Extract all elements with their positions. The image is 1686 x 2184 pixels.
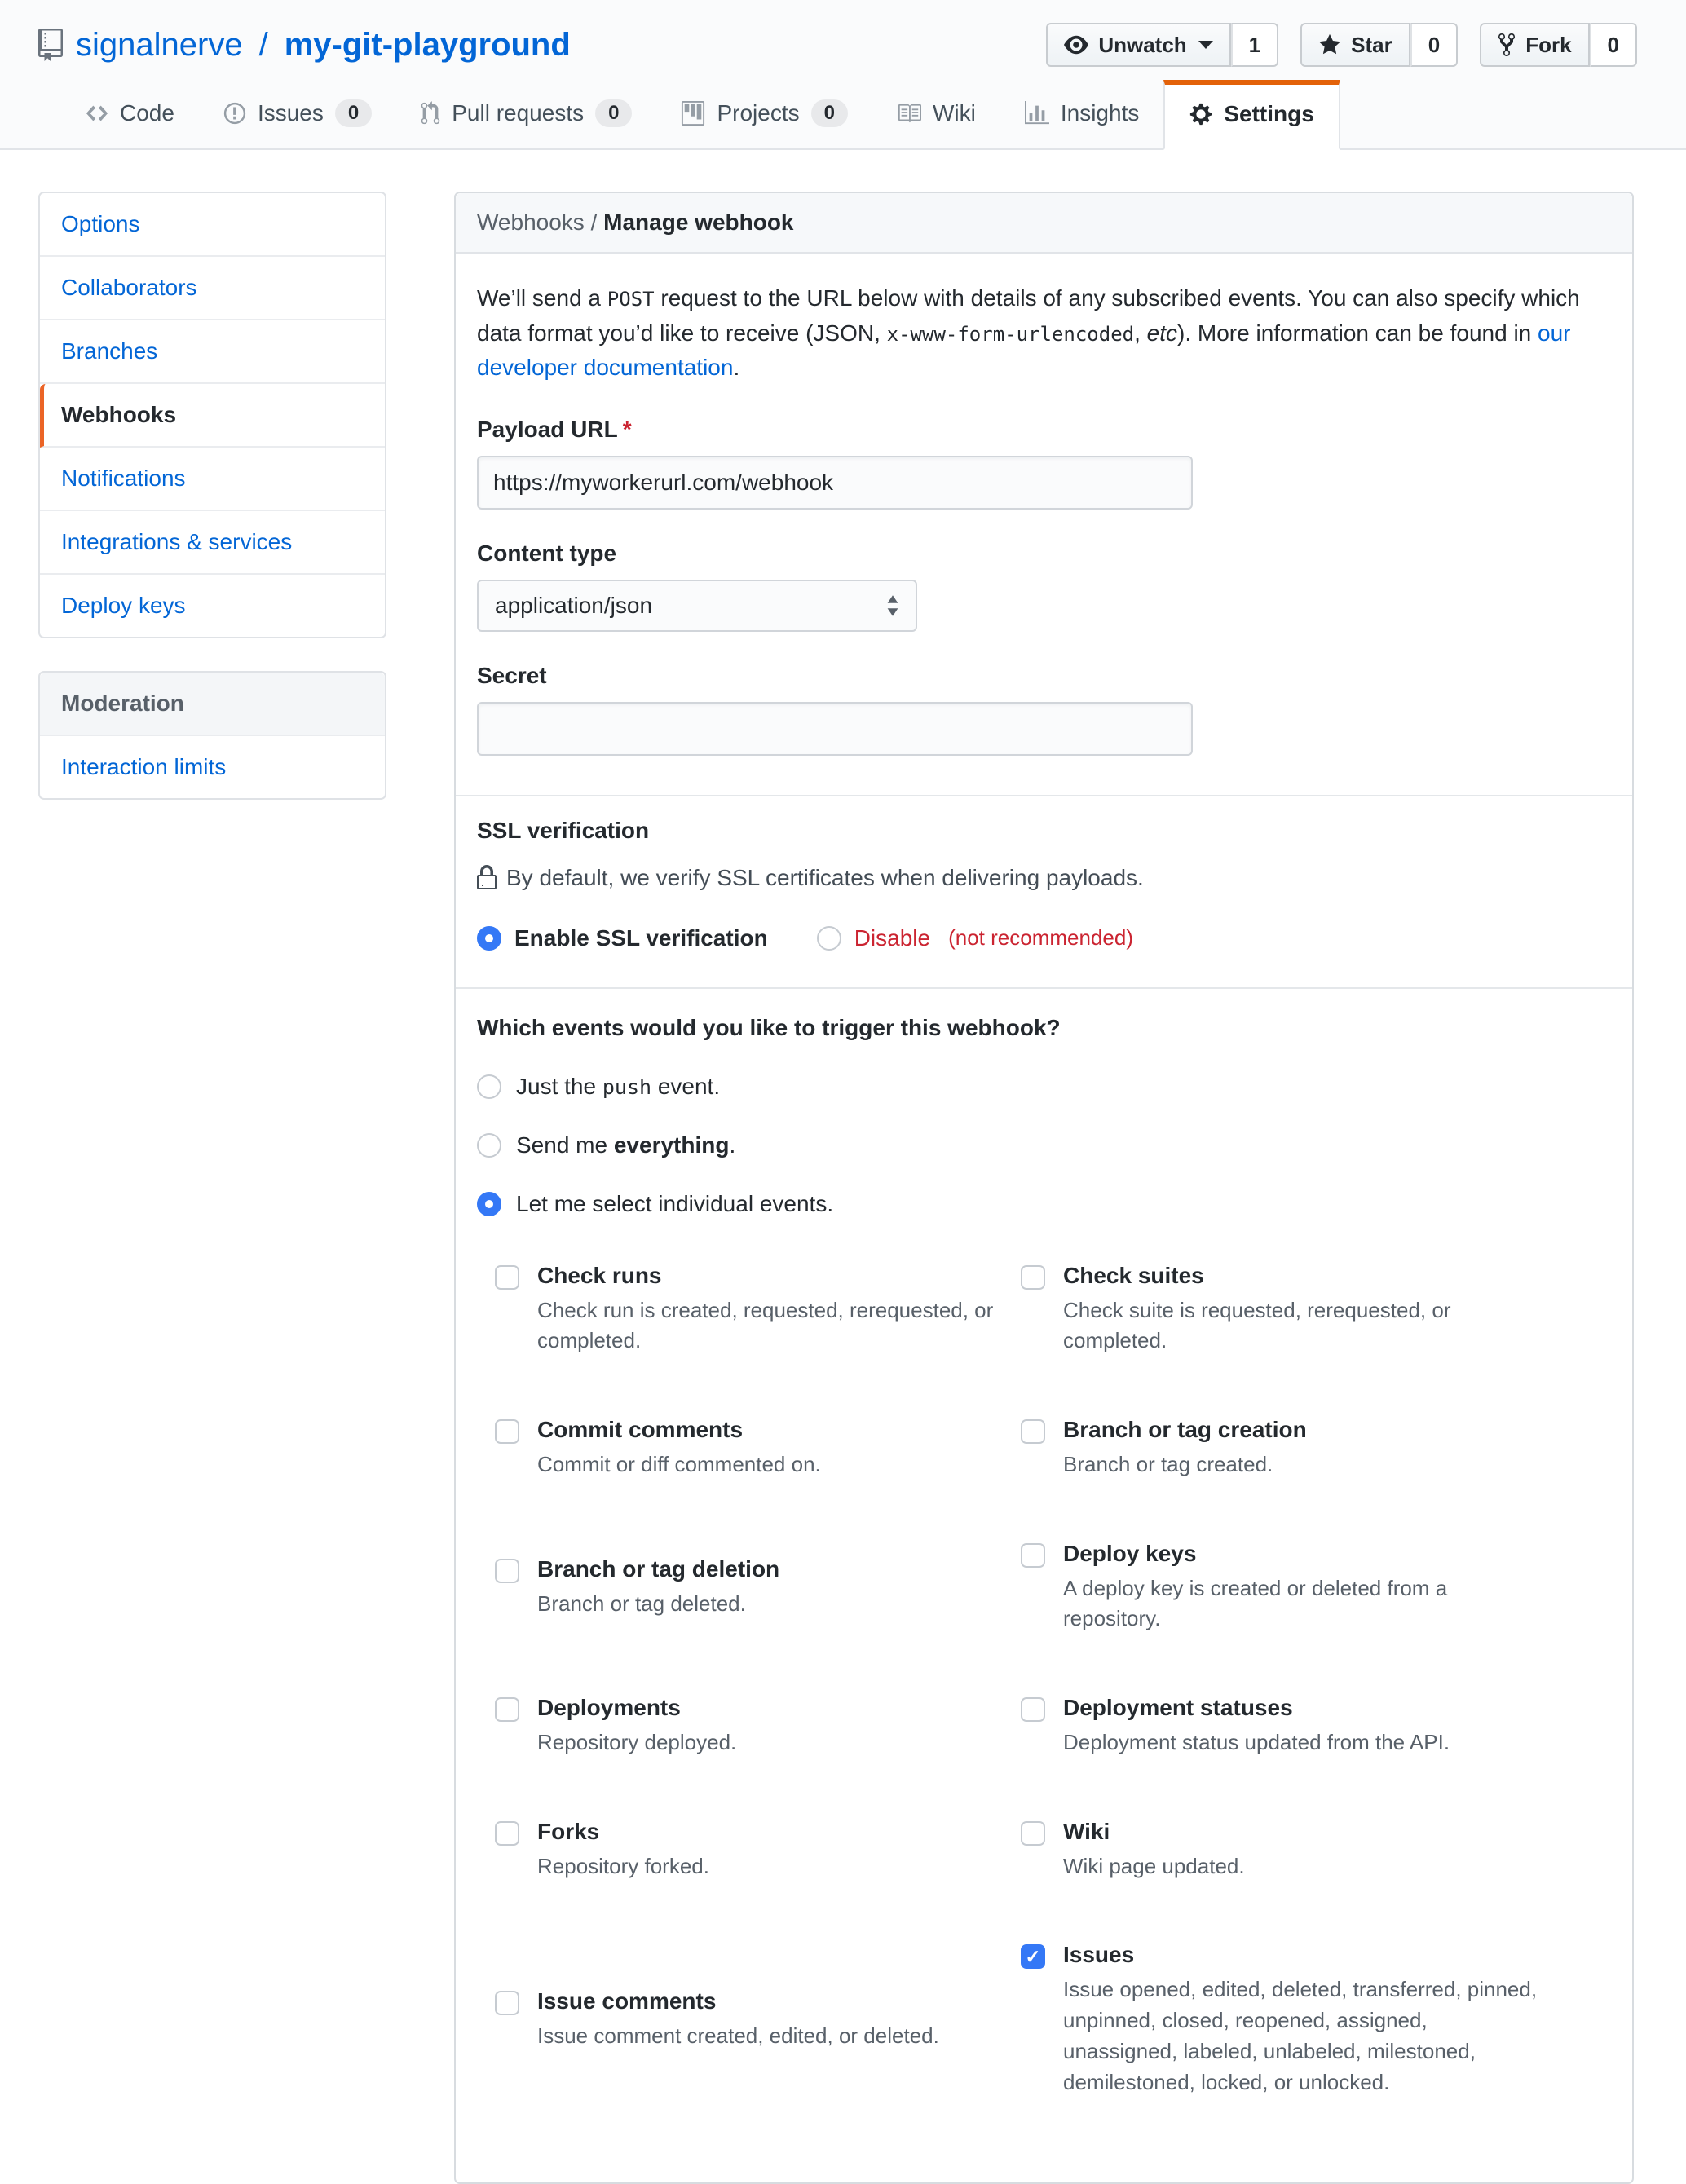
breadcrumb-separator: /	[584, 210, 604, 235]
lock-icon	[477, 865, 497, 891]
star-icon	[1318, 33, 1341, 57]
event-label: Check runs	[537, 1262, 662, 1288]
content-type-select[interactable]	[477, 580, 917, 632]
event-description: Check run is created, requested, rerequested, or completed.	[537, 1297, 994, 1353]
watch-group	[1046, 23, 1278, 67]
event-row	[495, 1942, 1611, 2098]
event-row	[495, 1417, 1611, 1480]
checkbox-unchecked[interactable]	[495, 1821, 519, 1846]
tab-code[interactable]	[61, 80, 199, 148]
settings-sidebar	[38, 192, 386, 800]
event-row	[495, 1695, 1611, 1758]
radio-checked[interactable]	[477, 926, 501, 951]
intro-code-post: POST	[607, 288, 655, 311]
payload-url-input[interactable]	[477, 456, 1193, 510]
unwatch-button[interactable]	[1046, 23, 1230, 67]
event-label: Wiki	[1063, 1818, 1110, 1844]
events-section	[456, 989, 1632, 2183]
tab-code-label: Code	[120, 100, 174, 126]
checkbox-checked[interactable]	[1021, 1944, 1045, 1969]
checkbox-unchecked[interactable]	[1021, 1697, 1045, 1722]
tab-pull-requests-label: Pull requests	[452, 100, 585, 126]
watch-count[interactable]: 1	[1231, 23, 1278, 67]
intro-text: ,	[1134, 320, 1147, 346]
radio-unchecked[interactable]	[477, 1074, 501, 1099]
ssl-disable-label: Disable	[854, 924, 931, 951]
repo-owner-link[interactable]: signalnerve	[76, 26, 243, 63]
repo-separator: /	[258, 26, 268, 63]
repo-title	[38, 27, 571, 64]
tab-settings-label: Settings	[1224, 101, 1314, 126]
event-issue-comments[interactable]	[495, 1988, 1021, 2052]
star-button[interactable]	[1300, 23, 1410, 67]
webhook-form-section	[456, 254, 1632, 795]
repo-nav	[0, 80, 1686, 150]
tab-issues-label: Issues	[257, 100, 324, 126]
settings-menu	[38, 192, 386, 638]
repo-book-icon	[38, 29, 63, 61]
tab-projects-label: Projects	[717, 100, 800, 126]
graph-icon	[1025, 101, 1049, 126]
sidebar-item-collaborators[interactable]: Collaborators	[40, 257, 385, 320]
breadcrumb	[456, 193, 1632, 254]
event-label: Branch or tag creation	[1063, 1417, 1307, 1443]
event-branch-tag-creation[interactable]	[1021, 1417, 1547, 1480]
event-forks[interactable]	[495, 1819, 1021, 1882]
sidebar-item-notifications[interactable]: Notifications	[40, 448, 385, 511]
ssl-enable-option[interactable]	[477, 925, 768, 951]
event-description: Check suite is requested, rerequested, or completed.	[1063, 1297, 1451, 1353]
webhook-panel	[454, 192, 1634, 2184]
ssl-disable-option[interactable]	[817, 925, 1133, 951]
gear-icon	[1189, 102, 1212, 126]
ssl-note-text: By default, we verify SSL certificates when delivering payloads.	[506, 864, 1144, 890]
event-row	[495, 1819, 1611, 1882]
content-type-value: application/json	[495, 592, 653, 618]
checkbox-unchecked[interactable]	[1021, 1821, 1045, 1846]
star-group	[1300, 23, 1458, 67]
tab-insights[interactable]	[1000, 80, 1164, 148]
tab-projects[interactable]	[656, 80, 872, 148]
events-option-push-label: Just the push event.	[516, 1073, 721, 1099]
event-label: Deploy keys	[1063, 1540, 1197, 1566]
repo-name-link[interactable]: my-git-playground	[284, 26, 571, 63]
event-description: Deployment status updated from the API.	[1063, 1730, 1450, 1755]
event-deployment-statuses[interactable]	[1021, 1695, 1547, 1758]
sidebar-item-branches[interactable]: Branches	[40, 320, 385, 384]
event-label: Commit comments	[537, 1417, 744, 1443]
event-deploy-keys[interactable]	[1021, 1541, 1547, 1635]
event-description: Branch or tag created.	[1063, 1452, 1273, 1477]
checkbox-unchecked[interactable]	[1021, 1419, 1045, 1444]
sidebar-item-options[interactable]: Options	[40, 193, 385, 257]
event-label: Issues	[1063, 1942, 1135, 1968]
event-description: Wiki page updated.	[1063, 1853, 1245, 1878]
event-description: Commit or diff commented on.	[537, 1452, 821, 1477]
intro-etc: etc	[1146, 320, 1178, 346]
events-option-individual[interactable]	[477, 1191, 1611, 1217]
checkbox-unchecked[interactable]	[495, 1991, 519, 2015]
ssl-disable-note: (not recommended)	[948, 925, 1133, 951]
checkbox-unchecked[interactable]	[495, 1697, 519, 1722]
events-option-everything-label: Send me everything.	[516, 1132, 736, 1158]
required-asterisk: *	[622, 416, 632, 442]
event-description: Repository deployed.	[537, 1730, 737, 1755]
ssl-options	[477, 925, 1611, 951]
star-label: Star	[1351, 32, 1392, 57]
event-label: Deployment statuses	[1063, 1695, 1293, 1721]
event-label: Issue comments	[537, 1988, 717, 2014]
content-type-label: Content type	[477, 540, 617, 566]
fork-label: Fork	[1525, 32, 1572, 57]
events-grid	[495, 1263, 1611, 2098]
issue-opened-icon	[223, 101, 246, 126]
moderation-header: Moderation	[40, 673, 385, 736]
tab-settings[interactable]	[1163, 80, 1340, 150]
book-icon	[897, 101, 921, 126]
ssl-note	[477, 865, 1611, 891]
intro-text: request to the URL below with details of any subscribed events. You can also specify which data format you’d like to receive (JSON,	[477, 285, 1580, 346]
webhook-intro-text	[477, 281, 1611, 386]
tab-pull-requests[interactable]	[396, 80, 656, 148]
fork-group	[1480, 23, 1637, 67]
event-description: Branch or tag deleted.	[537, 1591, 746, 1616]
event-issues[interactable]	[1021, 1942, 1547, 2098]
breadcrumb-current: Manage webhook	[603, 210, 794, 235]
event-description: A deploy key is created or deleted from a repository.	[1063, 1575, 1448, 1631]
event-check-suites[interactable]	[1021, 1263, 1547, 1357]
projects-count-badge: 0	[811, 99, 848, 127]
tab-wiki-label: Wiki	[932, 100, 976, 126]
event-label: Deployments	[537, 1695, 681, 1721]
event-row	[495, 1541, 1611, 1635]
events-option-everything[interactable]	[477, 1132, 1611, 1158]
developer-documentation-link[interactable]: our developer documentation	[477, 320, 1571, 381]
ssl-enable-label: Enable SSL verification	[514, 924, 768, 951]
fork-count[interactable]: 0	[1590, 23, 1637, 67]
code-icon	[86, 101, 108, 126]
issues-count-badge: 0	[335, 99, 372, 127]
events-heading: Which events would you like to trigger this webhook?	[477, 1014, 1061, 1040]
project-board-icon	[681, 101, 705, 126]
event-commit-comments[interactable]	[495, 1417, 1021, 1480]
events-option-push[interactable]	[477, 1074, 1611, 1100]
fork-icon	[1498, 32, 1516, 58]
fork-button[interactable]	[1480, 23, 1589, 67]
intro-code-urlencoded: x-www-form-urlencoded	[886, 322, 1135, 346]
caret-down-icon	[1198, 41, 1213, 49]
event-row	[495, 1263, 1611, 1357]
sidebar-item-integrations[interactable]: Integrations & services	[40, 511, 385, 575]
event-description: Issue opened, edited, deleted, transferred, pinned, unpinned, closed, reopened, assigned, unassigned, labeled, unlabeled, milestoned, demilestoned, locked, or unlocked.	[1063, 1977, 1538, 2094]
star-count[interactable]: 0	[1410, 23, 1458, 67]
pull-request-icon	[421, 101, 440, 126]
checkbox-unchecked[interactable]	[495, 1419, 519, 1444]
unwatch-label: Unwatch	[1098, 32, 1187, 57]
radio-unchecked[interactable]	[817, 926, 841, 951]
radio-unchecked[interactable]	[477, 1133, 501, 1158]
event-wiki[interactable]	[1021, 1819, 1547, 1882]
event-description: Issue comment created, edited, or deleted.	[537, 2023, 939, 2048]
intro-text: ). More information can be found in	[1177, 320, 1538, 346]
sidebar-item-webhooks[interactable]: Webhooks	[40, 384, 385, 448]
radio-checked[interactable]	[477, 1192, 501, 1216]
event-label: Check suites	[1063, 1262, 1204, 1288]
checkbox-unchecked[interactable]	[1021, 1543, 1045, 1568]
tab-issues[interactable]	[199, 80, 396, 148]
event-branch-tag-deletion[interactable]	[495, 1556, 1021, 1620]
event-check-runs[interactable]	[495, 1263, 1021, 1357]
ssl-heading: SSL verification	[477, 817, 650, 843]
events-option-individual-label: Let me select individual events.	[516, 1190, 834, 1216]
event-label: Forks	[537, 1818, 600, 1844]
secret-label: Secret	[477, 662, 547, 688]
intro-text: .	[733, 355, 740, 381]
sidebar-item-deploy-keys[interactable]: Deploy keys	[61, 593, 186, 618]
pull-requests-count-badge: 0	[595, 99, 632, 127]
moderation-menu	[38, 671, 386, 800]
sidebar-item-interaction-limits[interactable]: Interaction limits	[61, 754, 227, 779]
tab-wiki[interactable]	[872, 80, 1000, 148]
event-label: Branch or tag deletion	[537, 1555, 780, 1582]
checkbox-unchecked[interactable]	[495, 1265, 519, 1290]
payload-url-label: Payload URL *	[477, 416, 632, 442]
page-header	[0, 0, 1686, 150]
ssl-section	[456, 796, 1632, 987]
event-deployments[interactable]	[495, 1695, 1021, 1758]
intro-text: We’ll send a	[477, 285, 607, 311]
checkbox-unchecked[interactable]	[1021, 1265, 1045, 1290]
tab-insights-label: Insights	[1060, 100, 1140, 126]
checkbox-unchecked[interactable]	[495, 1559, 519, 1583]
repo-actions	[1046, 23, 1637, 67]
secret-input[interactable]	[477, 702, 1193, 756]
breadcrumb-webhooks-link[interactable]: Webhooks	[477, 210, 585, 235]
eye-icon	[1064, 33, 1088, 57]
select-arrows-icon	[886, 594, 899, 617]
event-description: Repository forked.	[537, 1853, 709, 1878]
